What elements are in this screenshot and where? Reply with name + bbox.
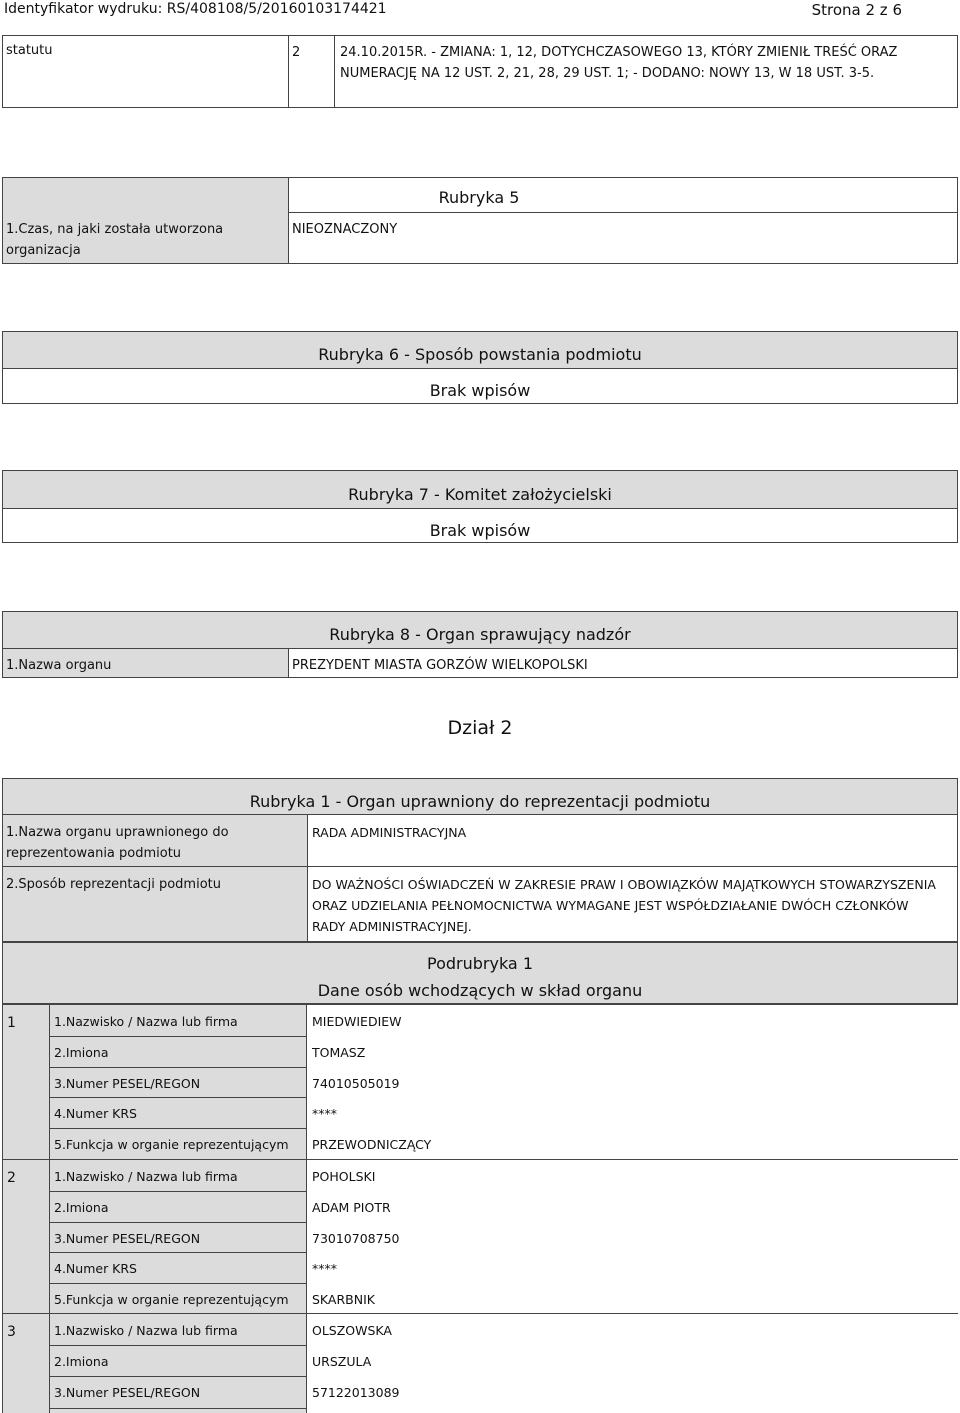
representation-label: 2.Sposób reprezentacji podmiotu: [6, 877, 221, 892]
person-names-value: ADAM PIOTR: [312, 1199, 391, 1215]
person-krs-label: 4.Numer KRS: [54, 1106, 137, 1122]
rubryka-5-title: Rubryka 5: [438, 188, 520, 207]
person-surname-value: OLSZOWSKA: [312, 1323, 392, 1338]
organ-name-value: RADA ADMINISTRACYJNA: [312, 825, 467, 840]
person-surname-value: MIEDWIEDIEW: [312, 1014, 402, 1029]
statute-number: 2: [292, 45, 301, 60]
page-number: Strona 2 z 6: [811, 1, 902, 19]
person-names-label: 2.Imiona: [54, 1353, 109, 1369]
person-pesel-value: 74010505019: [312, 1075, 400, 1091]
person-krs-label: 4.Numer KRS: [54, 1261, 137, 1277]
rubryka-5-value: NIEOZNACZONY: [292, 222, 398, 237]
person-pesel-value: 73010708750: [312, 1230, 400, 1246]
person-pesel-label: 3.Numer PESEL/REGON: [54, 1075, 201, 1091]
person-pesel-label: 3.Numer PESEL/REGON: [54, 1384, 201, 1400]
person-number: 1: [7, 1015, 16, 1031]
rubryka-7-title: Rubryka 7 - Komitet założycielski: [348, 485, 612, 504]
rubryka-8-label: 1.Nazwa organu: [6, 658, 112, 673]
podrubryka-subtitle: Dane osób wchodzących w skład organu: [317, 981, 643, 1000]
statute-label: statutu: [6, 43, 53, 58]
person-names-label: 2.Imiona: [54, 1044, 109, 1060]
print-identifier: Identyfikator wydruku: RS/408108/5/20160103174421: [4, 1, 387, 17]
rubryka-6-empty: Brak wpisów: [429, 381, 531, 400]
person-function-label: 5.Funkcja w organie reprezentującym: [54, 1137, 289, 1153]
statute-text: 24.10.2015R. - ZMIANA: 1, 12, DOTYCHCZASOWEGO 13, KTÓRY ZMIENIŁ TREŚĆ ORAZ NUMERACJĘ NA 12 UST. 2, 21, 28, 29 UST. 1; - DODANO: NOWY 13, W 18 UST. 3-5.: [340, 45, 898, 81]
person-function-value: SKARBNIK: [312, 1292, 375, 1308]
organ-name-label: 1.Nazwa organu uprawnionego do reprezentowania podmiotu: [6, 825, 229, 861]
rubryka-5-label: 1.Czas, na jaki została utworzona organizacja: [6, 222, 224, 258]
person-names-value: URSZULA: [312, 1353, 372, 1369]
rubryka-7-empty: Brak wpisów: [429, 521, 531, 540]
person-pesel-label: 3.Numer PESEL/REGON: [54, 1230, 201, 1246]
person-surname-label: 1.Nazwisko / Nazwa lub firma: [54, 1169, 238, 1184]
section-title: Dział 2: [447, 717, 513, 739]
person-surname-label: 1.Nazwisko / Nazwa lub firma: [54, 1323, 238, 1338]
person-number: 2: [7, 1170, 16, 1186]
person-function-value: PRZEWODNICZĄCY: [312, 1137, 432, 1153]
person-krs-value: ****: [312, 1106, 337, 1122]
rubryka-8-value: PREZYDENT MIASTA GORZÓW WIELKOPOLSKI: [292, 658, 588, 673]
rubryka-6-title: Rubryka 6 - Sposób powstania podmiotu: [318, 345, 642, 364]
person-names-value: TOMASZ: [312, 1044, 366, 1060]
person-function-label: 5.Funkcja w organie reprezentującym: [54, 1292, 289, 1308]
person-krs-value: ****: [312, 1261, 337, 1277]
representation-value: DO WAŻNOŚCI OŚWIADCZEŃ W ZAKRESIE PRAW I OBOWIĄZKÓW MAJĄTKOWYCH STOWARZYSZENIA ORAZ UDZIELANIA PEŁNOMOCNICTWA WYMAGANE JEST WSPÓŁDZIAŁANIE DWÓCH CZŁONKÓW RADY ADMINISTRACYJNEJ.: [312, 877, 936, 934]
person-surname-label: 1.Nazwisko / Nazwa lub firma: [54, 1014, 238, 1029]
person-number: 3: [7, 1324, 16, 1340]
print-header: [0, 0, 960, 20]
podrubryka-title: Podrubryka 1: [427, 954, 533, 973]
rubryka-8-title: Rubryka 8 - Organ sprawujący nadzór: [329, 625, 631, 644]
dzial2-rubryka-1-title: Rubryka 1 - Organ uprawniony do reprezentacji podmiotu: [249, 792, 711, 811]
person-surname-value: POHOLSKI: [312, 1169, 376, 1184]
person-pesel-value: 57122013089: [312, 1384, 400, 1400]
person-names-label: 2.Imiona: [54, 1199, 109, 1215]
